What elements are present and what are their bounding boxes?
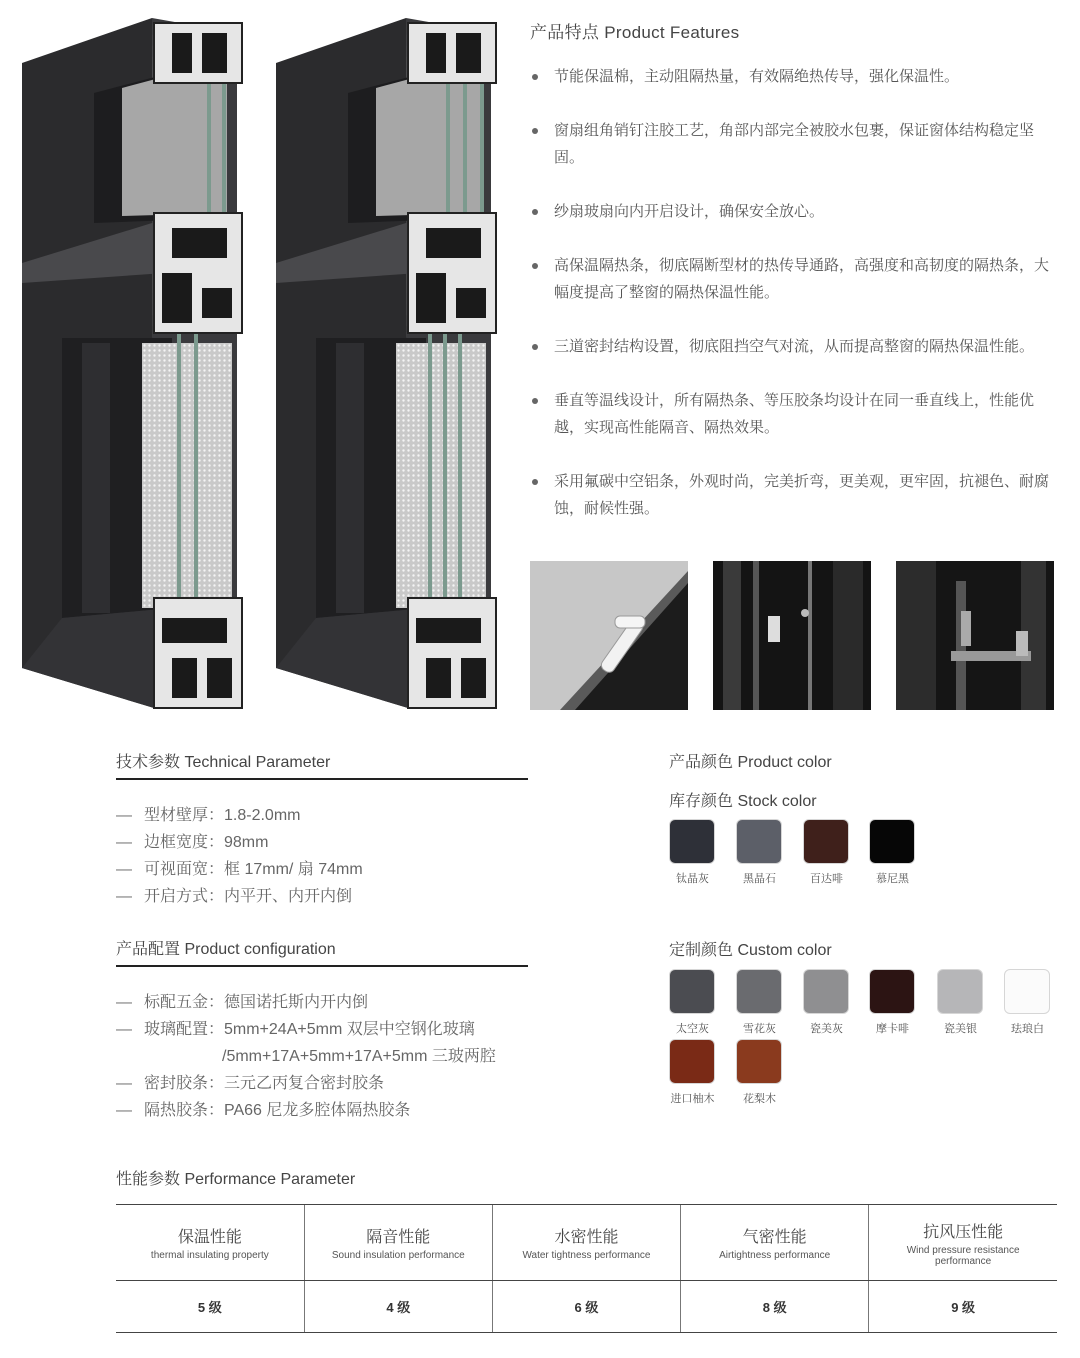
color-swatch: 慕尼黑 <box>869 819 916 886</box>
color-swatch: 珐琅白 <box>1004 969 1051 1036</box>
table-header-cell: 保温性能 thermal insulating property <box>116 1205 304 1281</box>
technical-list <box>116 802 363 910</box>
color-swatch: 太空灰 <box>669 969 716 1036</box>
table-header-cell: 水密性能 Water tightness performance <box>492 1205 680 1281</box>
bullet-icon <box>532 344 538 350</box>
configuration-list <box>116 989 496 1124</box>
color-swatch: 花梨木 <box>736 1039 783 1106</box>
swatch-chip <box>1004 969 1050 1014</box>
features-list <box>530 63 1060 522</box>
feature-item: 窗扇组角销钉注胶工艺，角部内部完全被胶水包裹，保证窗体结构稳定坚固。 <box>530 117 1060 171</box>
table-header-cell: 隔音性能 Sound insulation performance <box>304 1205 492 1281</box>
configuration-title: 产品配置 Product configuration <box>116 941 336 958</box>
feature-item: 节能保温棉，主动阻隔热量，有效隔绝热传导，强化保温性。 <box>530 63 1060 90</box>
config-item-continued: /5mm+17A+5mm+17A+5mm 三玻两腔 <box>222 1048 496 1065</box>
handle-detail-photo <box>530 561 688 710</box>
bullet-icon <box>532 398 538 404</box>
window-section-illustration-triple <box>276 18 516 713</box>
swatch-chip <box>669 969 715 1014</box>
feature-item: 采用氟碳中空铝条，外观时尚，完美折弯，更美观，更牢固，抗褪色、耐腐蚀，耐候性强。 <box>530 468 1060 522</box>
table-cell: 5 级 <box>116 1281 304 1333</box>
features-title: 产品特点 Product Features <box>530 23 740 42</box>
section-divider <box>116 965 528 967</box>
swatch-chip <box>937 969 983 1014</box>
param-item: — 可视面宽：框 17mm/ 扇 74mm <box>116 861 363 878</box>
product-color-title: 产品颜色 Product color <box>669 754 832 771</box>
bullet-icon <box>532 479 538 485</box>
table-cell: 4 级 <box>304 1281 492 1333</box>
technical-title: 技术参数 Technical Parameter <box>116 754 331 771</box>
feature-item: 高保温隔热条，彻底隔断型材的热传导通路，高强度和高韧度的隔热条，大幅度提高了整窗的隔热保温性能。 <box>530 252 1060 306</box>
hinge-detail-photo <box>896 561 1054 710</box>
color-swatch: 瓷美银 <box>937 969 984 1036</box>
config-item: — 玻璃配置：5mm+24A+5mm 双层中空钢化玻璃 <box>116 1021 475 1038</box>
performance-title: 性能参数 Performance Parameter <box>116 1171 356 1188</box>
section-divider <box>116 778 528 780</box>
feature-item: 纱扇玻扇向内开启设计，确保安全放心。 <box>530 198 1060 225</box>
color-swatch: 钛晶灰 <box>669 819 716 886</box>
product-features <box>530 18 1060 549</box>
swatch-chip <box>803 969 849 1014</box>
table-header-row <box>116 1205 1057 1281</box>
lock-point-detail-photo <box>713 561 871 710</box>
bullet-icon <box>532 209 538 215</box>
color-swatch: 黑晶石 <box>736 819 783 886</box>
table-cell: 8 级 <box>681 1281 869 1333</box>
param-item: — 边框宽度：98mm <box>116 834 269 851</box>
bullet-icon <box>532 263 538 269</box>
param-item: — 开启方式：内平开、内开内倒 <box>116 888 353 905</box>
window-section-illustration-double <box>22 18 262 713</box>
performance-table <box>116 1204 1057 1333</box>
color-swatch: 摩卡啡 <box>869 969 916 1036</box>
swatch-chip <box>736 819 782 864</box>
swatch-chip <box>803 819 849 864</box>
table-cell: 9 级 <box>869 1281 1057 1333</box>
config-item: — 标配五金：德国诺托斯内开内倒 <box>116 994 369 1011</box>
param-item: — 型材壁厚：1.8-2.0mm <box>116 807 301 824</box>
table-header-cell: 气密性能 Airtightness performance <box>681 1205 869 1281</box>
bullet-icon <box>532 74 538 80</box>
swatch-chip <box>736 1039 782 1084</box>
table-row <box>116 1281 1057 1333</box>
bullet-icon <box>532 128 538 134</box>
swatch-chip <box>869 819 915 864</box>
custom-color-title: 定制颜色 Custom color <box>669 942 832 959</box>
table-header-cell: 抗风压性能 Wind pressure resistance performance <box>869 1205 1057 1281</box>
feature-item: 三道密封结构设置，彻底阻挡空气对流，从而提高整窗的隔热保温性能。 <box>530 333 1060 360</box>
color-swatch: 进口柚木 <box>669 1039 716 1106</box>
swatch-chip <box>736 969 782 1014</box>
color-swatch: 雪花灰 <box>736 969 783 1036</box>
color-swatch: 百达啡 <box>803 819 850 886</box>
stock-color-title: 库存颜色 Stock color <box>669 793 817 810</box>
swatch-chip <box>669 1039 715 1084</box>
swatch-chip <box>869 969 915 1014</box>
swatch-chip <box>669 819 715 864</box>
color-swatch: 瓷美灰 <box>803 969 850 1036</box>
detail-photos <box>530 561 1055 711</box>
config-item: — 隔热胶条：PA66 尼龙多腔体隔热胶条 <box>116 1102 411 1119</box>
table-cell: 6 级 <box>492 1281 680 1333</box>
feature-item: 垂直等温线设计，所有隔热条、等压胶条均设计在同一垂直线上，性能优越，实现高性能隔音、隔热效果。 <box>530 387 1060 441</box>
config-item: — 密封胶条：三元乙丙复合密封胶条 <box>116 1075 385 1092</box>
